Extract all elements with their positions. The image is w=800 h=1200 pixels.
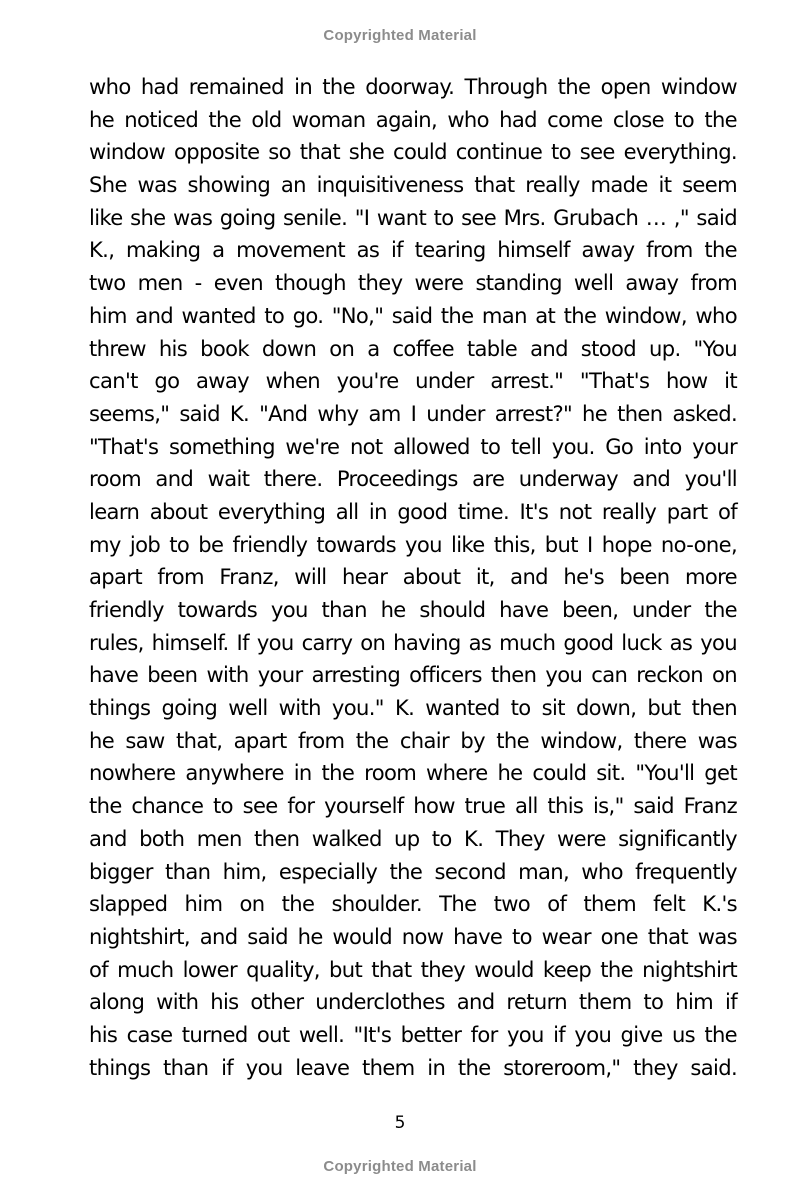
- text-line: things than if you leave them in the storeroom," they said.: [89, 1054, 737, 1080]
- text-line: "That's something we're not allowed to tell you. Go into your: [89, 433, 737, 459]
- text-line: friendly towards you than he should have been, under the: [89, 597, 737, 622]
- text-line: bigger than him, especially the second man, who frequently: [89, 858, 737, 884]
- text-line: along with his other underclothes and return them to him if: [89, 989, 737, 1015]
- text-line: room and wait there. Proceedings are underway and you'll: [89, 466, 737, 492]
- text-line: She was showing an inquisitiveness that really made it seem: [89, 172, 737, 198]
- text-line: my job to be friendly towards you like this, but I hope no-one,: [89, 531, 737, 557]
- text-line: threw his book down on a coffee table and stood up. "You: [89, 335, 737, 361]
- text-line: like she was going senile. "I want to see Mrs. Grubach … ," said: [89, 204, 737, 230]
- page-number: 5: [394, 1113, 406, 1133]
- text-line: the chance to see for yourself how true all this is," said Franz: [89, 793, 737, 819]
- text-line: window opposite so that she could continue to see everything.: [89, 139, 737, 165]
- text-line: two men - even though they were standing well away from: [89, 270, 737, 296]
- text-line: of much lower quality, but that they would keep the nightshirt: [89, 956, 737, 982]
- text-line: can't go away when you're under arrest." "That's how it: [89, 368, 737, 394]
- text-line: learn about everything all in good time. It's not really part of: [89, 498, 737, 524]
- copyright-watermark-bottom: Copyrighted Material: [323, 1158, 477, 1175]
- text-line: K., making a movement as if tearing himself away from the: [89, 237, 737, 263]
- text-line: apart from Franz, will hear about it, and he's been more: [89, 564, 737, 590]
- text-line: slapped him on the shoulder. The two of them felt K.'s: [89, 891, 737, 917]
- text-line: his case turned out well. "It's better for you if you give us the: [89, 1021, 737, 1047]
- text-line: things going well with you." K. wanted to sit down, but then: [89, 695, 737, 721]
- text-line: rules, himself. If you carry on having as much good luck as you: [89, 629, 737, 655]
- text-line: him and wanted to go. "No," said the man at the window, who: [89, 302, 737, 328]
- copyright-watermark-top: Copyrighted Material: [323, 27, 477, 44]
- text-line: he saw that, apart from the chair by the window, there was: [89, 727, 737, 753]
- body-text: [89, 71, 737, 1084]
- text-line: nightshirt, and said he would now have to wear one that was: [89, 923, 737, 949]
- text-line: have been with your arresting officers then you can reckon on: [89, 662, 737, 688]
- text-line: he noticed the old woman again, who had come close to the: [89, 106, 737, 132]
- text-line: nowhere anywhere in the room where he could sit. "You'll get: [89, 760, 737, 786]
- text-line: and both men then walked up to K. They were significantly: [89, 825, 737, 851]
- text-line: seems," said K. "And why am I under arrest?" he then asked.: [89, 400, 737, 426]
- text-line: who had remained in the doorway. Through the open window: [89, 74, 737, 99]
